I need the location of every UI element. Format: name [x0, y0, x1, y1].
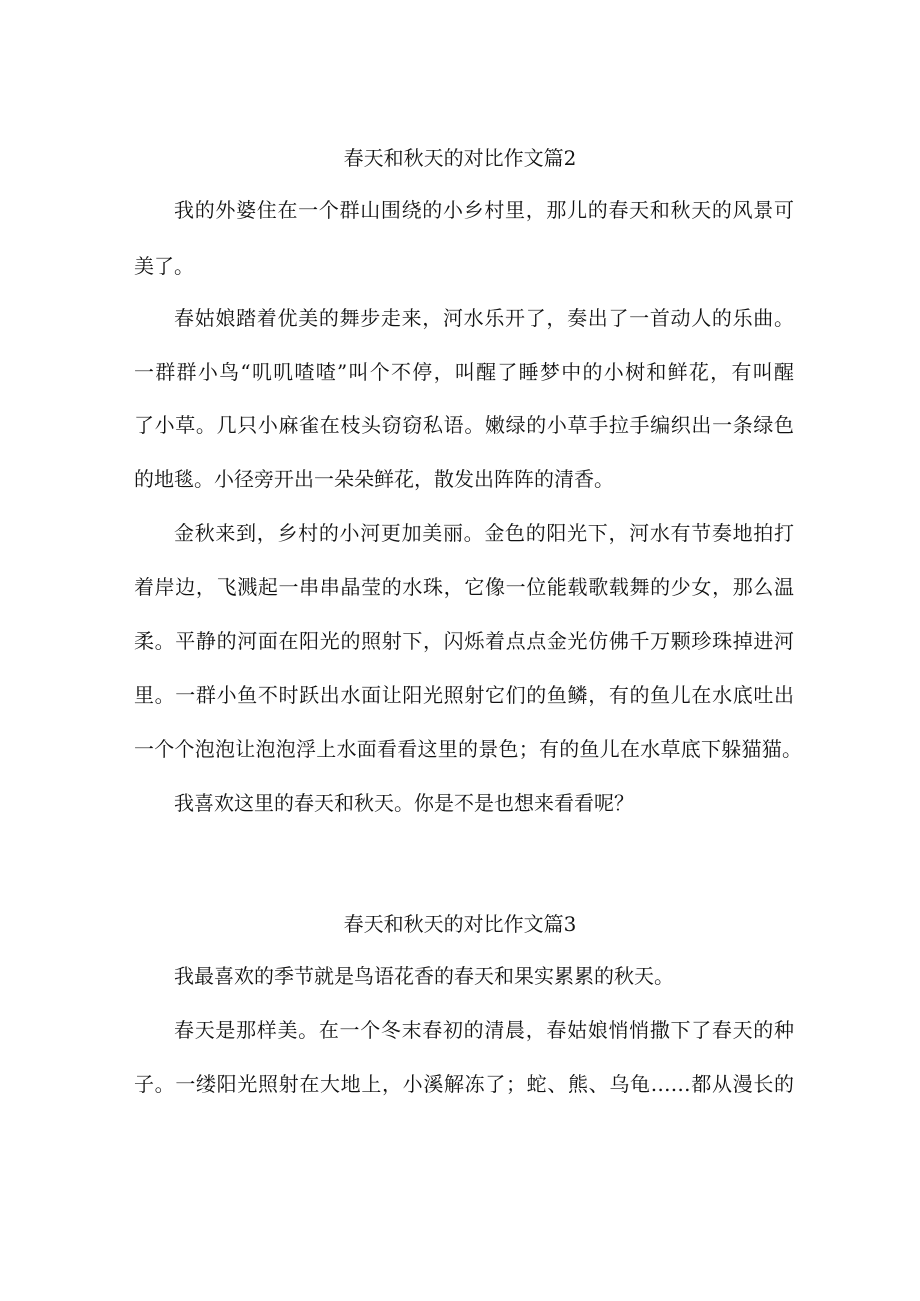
paragraph-line: 美了。 [134, 254, 194, 278]
paragraph-line: 一群群小鸟“叽叽喳喳”叫个不停，叫醒了睡梦中的小树和鲜花，有叫醒 [134, 360, 794, 384]
paragraph-line: 里。一群小鱼不时跃出水面让阳光照射它们的鱼鳞，有的鱼儿在水底吐出 [134, 683, 794, 707]
paragraph-line: 的地毯。小径旁开出一朵朵鲜花，散发出阵阵的清香。 [134, 467, 614, 491]
paragraph-line: 我最喜欢的季节就是鸟语花香的春天和果实累累的秋天。 [174, 964, 674, 988]
paragraph-line: 我的外婆住在一个群山围绕的小乡村里，那儿的春天和秋天的风景可 [174, 198, 794, 222]
section-title: 春天和秋天的对比作文篇3 [343, 912, 577, 936]
paragraph-line: 春天是那样美。在一个冬末春初的清晨，春姑娘悄悄撒下了春天的种 [174, 1018, 794, 1042]
paragraph-line: 我喜欢这里的春天和秋天。你是不是也想来看看呢？ [174, 791, 634, 815]
paragraph-line: 春姑娘踏着优美的舞步走来，河水乐开了，奏出了一首动人的乐曲。 [174, 306, 794, 330]
paragraph-line: 金秋来到，乡村的小河更加美丽。金色的阳光下，河水有节奏地拍打 [174, 521, 794, 545]
paragraph-line: 子。一缕阳光照射在大地上，小溪解冻了；蛇、熊、乌龟……都从漫长的 [134, 1072, 794, 1096]
paragraph-line: 一个个泡泡让泡泡浮上水面看看这里的景色；有的鱼儿在水草底下躲猫猫。 [134, 737, 802, 761]
paragraph-line: 柔。平静的河面在阳光的照射下，闪烁着点点金光仿佛千万颗珍珠掉进河 [134, 629, 794, 653]
paragraph-line: 了小草。几只小麻雀在枝头窃窃私语。嫩绿的小草手拉手编织出一条绿色 [134, 413, 794, 437]
paragraph-line: 着岸边，飞溅起一串串晶莹的水珠，它像一位能载歌载舞的少女，那么温 [134, 575, 794, 599]
section-title: 春天和秋天的对比作文篇2 [343, 146, 577, 170]
